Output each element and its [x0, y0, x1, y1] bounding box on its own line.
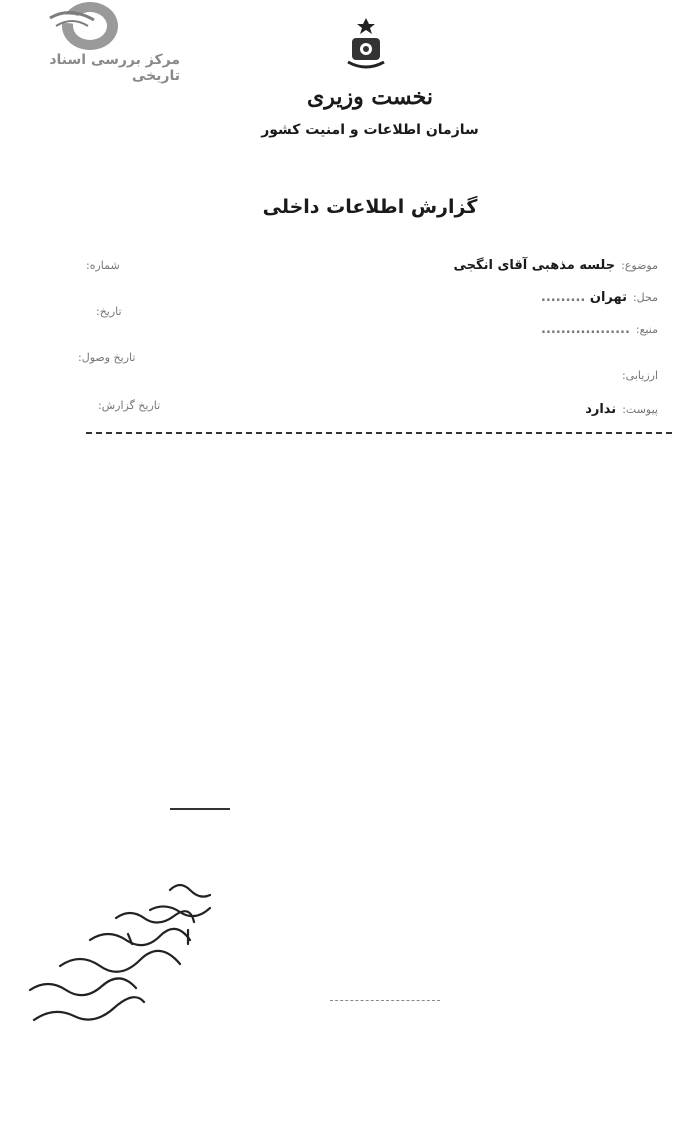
footer-recipient [380, 1030, 672, 1044]
archive-logo-icon [44, 0, 120, 54]
section-divider [86, 432, 672, 434]
field-attachment: پیوست:ندارد [585, 402, 658, 417]
organization-name: سازمان اطلاعات و امنیت کشور [261, 122, 479, 138]
field-number: شماره: [86, 259, 120, 272]
field-location: محل:تهران ......... [540, 290, 658, 305]
underline-mark [170, 808, 230, 810]
ministry-title: نخست وزیری [307, 84, 433, 110]
watermark-text: مرکز بررسی اسناد تاریخی [49, 52, 180, 84]
field-subject: موضوع:جلسه مذهبی آقای انگجی [453, 258, 658, 273]
report-title: گزارش اطلاعات داخلی [262, 196, 478, 218]
field-date: تاریخ: [96, 305, 122, 318]
field-receipt-date: تاریخ وصول: [78, 351, 136, 364]
handwritten-margin-note [20, 870, 220, 1040]
field-source: منبع:.................. [541, 322, 658, 337]
field-evaluation: ارزیابی: [621, 369, 658, 382]
dashed-line [330, 1000, 440, 1001]
lion-sun-emblem-icon [342, 16, 390, 74]
field-report-date: تاریخ گزارش: [98, 399, 161, 412]
